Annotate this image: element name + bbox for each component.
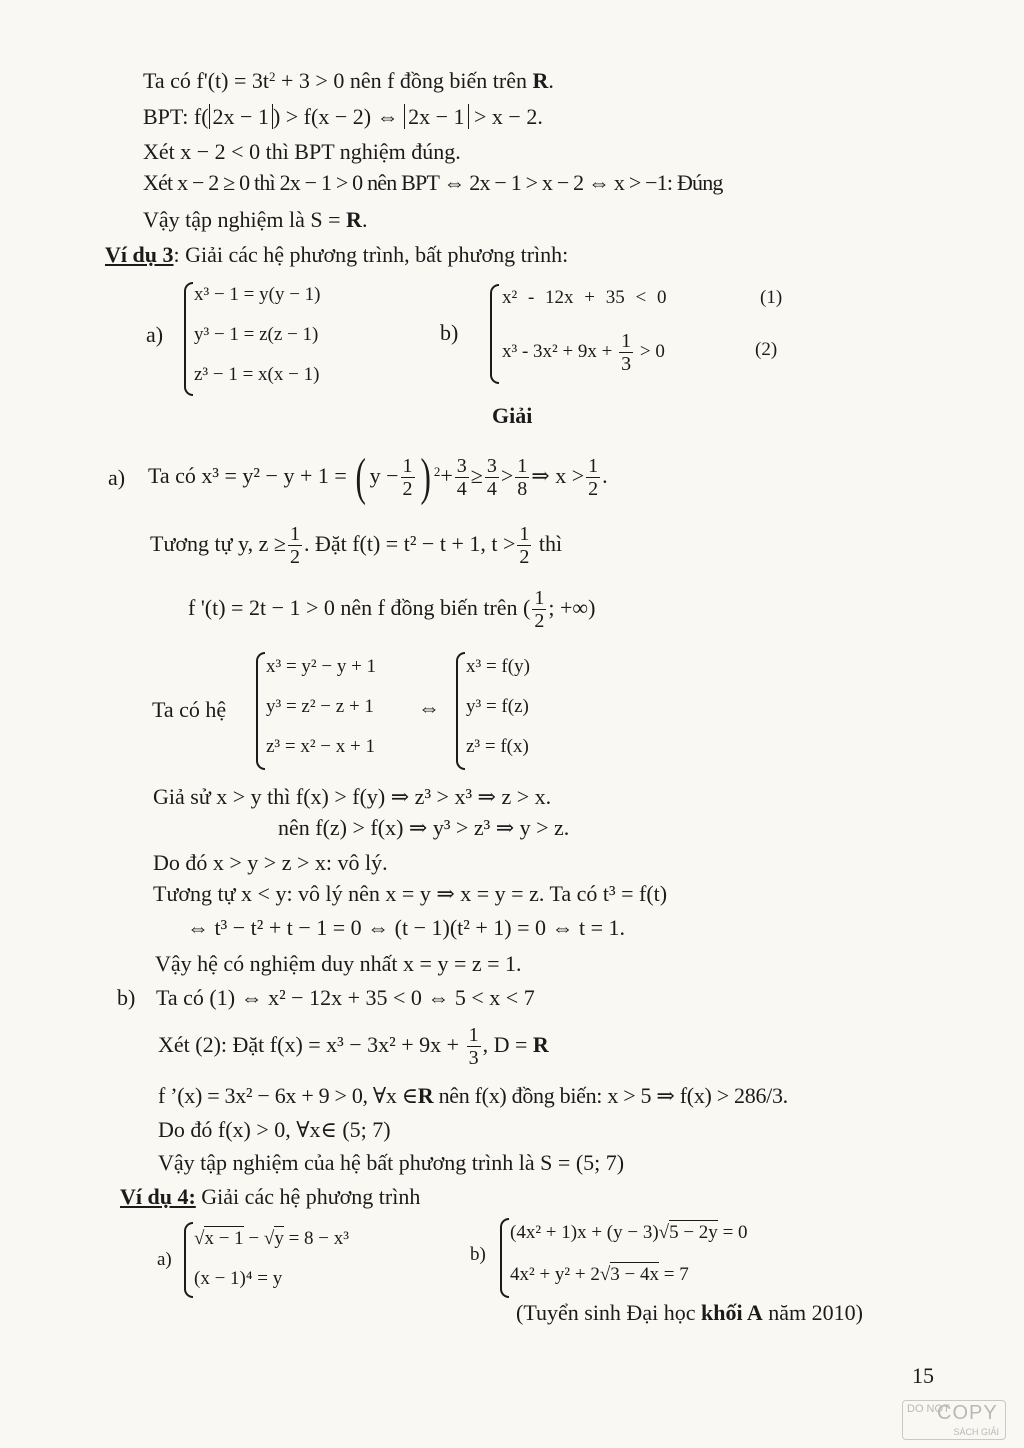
text: Tương tự y, z ≥ bbox=[150, 531, 286, 556]
fraction bbox=[485, 455, 499, 500]
denominator: 2 bbox=[519, 546, 530, 569]
text: > bbox=[500, 463, 514, 488]
fraction bbox=[467, 1024, 481, 1069]
text-line: Xét x − 2 < 0 thì BPT nghiệm đúng. bbox=[143, 139, 461, 164]
label: a) bbox=[108, 465, 126, 490]
text: , D = bbox=[482, 1032, 533, 1057]
brace bbox=[184, 282, 193, 396]
text: Ta có f'(t) = 3t bbox=[143, 68, 270, 93]
denominator: 3 bbox=[468, 1047, 479, 1070]
equation: √x − 1 − √y = 8 − x³ bbox=[194, 1228, 349, 1249]
equation: z³ = f(x) bbox=[466, 736, 529, 757]
text-line: Do đó x > y > z > x: vô lý. bbox=[153, 850, 388, 875]
text-line: Vậy tập nghiệm của hệ bất phương trình là S = (5; 7) bbox=[158, 1150, 625, 1175]
fraction bbox=[288, 523, 302, 568]
equation: z³ − 1 = x(x − 1) bbox=[194, 364, 320, 385]
page-number: 15 bbox=[912, 1363, 934, 1388]
abs-expression: 2x − 1 bbox=[404, 104, 468, 129]
text: 4x² + y² + 2 bbox=[510, 1264, 600, 1285]
text-line: Xét x − 2 ≥ 0 thì 2x − 1 > 0 nên BPT ⇔ 2x − 1 > x − 2 ⇔ x > −1: Đúng bbox=[143, 170, 723, 195]
numerator: 1 bbox=[519, 523, 530, 546]
brace bbox=[256, 652, 265, 770]
text: = 7 bbox=[658, 1264, 689, 1285]
text: thì bbox=[538, 531, 563, 556]
equation bbox=[502, 330, 665, 375]
example-label: Ví dụ 3 bbox=[105, 242, 174, 267]
text: = 8 − x³ bbox=[283, 1228, 349, 1249]
text-line: Ta có (1) ⇔ x² − 12x + 35 < 0 ⇔ 5 < x < 7 bbox=[156, 985, 535, 1010]
label: b) bbox=[117, 985, 136, 1010]
text-line: Ta có $f'(t) = 3t^2 + 3 > 0$ nên f đồng biến trên R. bbox=[143, 68, 554, 93]
denominator: 8 bbox=[517, 478, 528, 501]
label: b) bbox=[440, 320, 459, 345]
sqrt-body: 3 − 4x bbox=[610, 1264, 659, 1285]
brace bbox=[490, 284, 499, 384]
equation-number: (2) bbox=[755, 339, 778, 360]
text: > x − 2. bbox=[468, 104, 543, 129]
example-label: Ví dụ 4: bbox=[120, 1184, 196, 1209]
fraction bbox=[401, 455, 415, 500]
source-note bbox=[516, 1300, 863, 1326]
equivalence-symbol: ⇔ bbox=[418, 695, 440, 720]
fraction bbox=[455, 455, 469, 500]
equation: (4x² + 1)x + (y − 3)√5 − 2y = 0 bbox=[510, 1222, 748, 1243]
brace bbox=[184, 1222, 193, 1298]
equation bbox=[188, 580, 595, 636]
fraction bbox=[517, 523, 531, 568]
solution-heading: Giải bbox=[492, 403, 533, 428]
watermark-text: SÁCH GIẢI bbox=[953, 1427, 999, 1437]
text-line: Tương tự x < y: vô lý nên x = y ⇒ x = y = z. Ta có t³ = f(t) bbox=[153, 881, 668, 906]
text: . bbox=[361, 207, 368, 232]
text: R bbox=[346, 207, 362, 232]
numerator: 3 bbox=[456, 455, 467, 478]
label: b) bbox=[470, 1244, 486, 1265]
text-line bbox=[158, 1083, 788, 1109]
numerator: 1 bbox=[588, 455, 599, 478]
text: R bbox=[532, 68, 549, 93]
text: . bbox=[602, 463, 608, 488]
text-line: ⇔ t³ − t² + t − 1 = 0 ⇔ (t − 1)(t² + 1) = 0 ⇔ t = 1. bbox=[187, 915, 626, 940]
brace bbox=[456, 652, 465, 770]
text-line: Vậy hệ có nghiệm duy nhất x = y = z = 1. bbox=[155, 951, 522, 976]
text: f ’(x) = 3x² − 6x + 9 > 0, ∀x ∈ bbox=[158, 1083, 418, 1108]
equation bbox=[150, 516, 562, 572]
label: a) bbox=[157, 1249, 172, 1270]
text-line bbox=[143, 104, 543, 130]
text: R bbox=[417, 1083, 434, 1108]
equation bbox=[158, 1017, 549, 1073]
equation: y³ = z² − z + 1 bbox=[266, 696, 374, 717]
equation: x³ = f(y) bbox=[466, 656, 530, 677]
numerator: 1 bbox=[517, 455, 528, 478]
text: Vậy tập nghiệm là S = bbox=[143, 207, 347, 232]
denominator: 2 bbox=[402, 478, 413, 501]
text: f '(t) = 2t − 1 > 0 nên f đồng biến trên ( bbox=[188, 595, 531, 620]
numerator: 1 bbox=[468, 1024, 479, 1047]
equation: z³ = x² − x + 1 bbox=[266, 736, 375, 757]
denominator: 2 bbox=[289, 546, 300, 569]
text: + bbox=[440, 463, 453, 488]
text: Xét (2): Đặt f(x) = x³ − 3x² + 9x + bbox=[158, 1032, 465, 1057]
text: ; +∞) bbox=[548, 595, 596, 620]
abs-expression: 2x − 1 bbox=[209, 104, 273, 129]
text: . Đặt f(t) = t² − t + 1, t > bbox=[303, 531, 516, 556]
example-heading bbox=[120, 1184, 420, 1210]
denominator: 3 bbox=[621, 353, 632, 375]
text: R bbox=[532, 1032, 549, 1057]
equation: x³ − 1 = y(y − 1) bbox=[194, 284, 321, 305]
numerator: 1 bbox=[534, 587, 545, 610]
sqrt-body: 5 − 2y bbox=[669, 1222, 718, 1243]
text: ) > f(x − 2) ⇔ bbox=[272, 104, 405, 129]
watermark-text: COPY bbox=[937, 1402, 998, 1424]
equation-number: (1) bbox=[760, 287, 783, 308]
numerator: 1 bbox=[402, 455, 413, 478]
sqrt-body: y bbox=[274, 1228, 284, 1249]
fraction bbox=[515, 455, 529, 500]
text: Giải các hệ phương trình bbox=[195, 1184, 421, 1209]
text: y − bbox=[369, 463, 399, 488]
equation: x³ = y² − y + 1 bbox=[266, 656, 377, 677]
sqrt-body: x − 1 bbox=[204, 1228, 244, 1249]
text: − bbox=[243, 1228, 264, 1249]
text: năm 2010) bbox=[762, 1300, 863, 1325]
equation: 4x² + y² + 2√3 − 4x = 7 bbox=[510, 1264, 689, 1285]
fraction bbox=[586, 455, 600, 500]
text-line bbox=[143, 207, 367, 233]
text: (4x² + 1)x + (y − 3) bbox=[510, 1222, 659, 1243]
denominator: 2 bbox=[534, 610, 545, 633]
text: > 0 bbox=[635, 340, 665, 362]
text: x³ - 3x² + 9x + bbox=[502, 340, 618, 362]
equation: y³ − 1 = z(z − 1) bbox=[194, 324, 319, 345]
paren: ) bbox=[419, 448, 431, 506]
denominator: 4 bbox=[456, 478, 467, 501]
brace bbox=[500, 1218, 509, 1298]
text: ≥ bbox=[470, 463, 483, 488]
equation: (x − 1)⁴ = y bbox=[194, 1268, 283, 1289]
denominator: 4 bbox=[486, 478, 497, 501]
text: (Tuyển sinh Đại học bbox=[516, 1300, 701, 1325]
fraction bbox=[532, 587, 546, 632]
label: a) bbox=[146, 322, 164, 347]
example-heading bbox=[105, 242, 568, 268]
equation: Ta có x³ = y² − y + 1 = ( y − $\frac{1}{2}$ ) $^2$+ $\frac{3}{4}$ ≥ $\frac{3}{4}$ > $\frac{1}{8}$ ⇒ x > $\frac{1}{2}$ . bbox=[148, 448, 608, 506]
text: Ta có hệ bbox=[152, 697, 227, 722]
numerator: 1 bbox=[621, 330, 632, 352]
equation: x² - 12x + 35 < 0 bbox=[502, 287, 667, 308]
text: BPT: f( bbox=[143, 104, 209, 129]
numerator: 3 bbox=[486, 455, 497, 478]
text-line: Do đó f(x) > 0, ∀x∈ (5; 7) bbox=[158, 1117, 391, 1142]
text-line: nên f(z) > f(x) ⇒ y³ > z³ ⇒ y > z. bbox=[278, 815, 570, 840]
numerator: 1 bbox=[289, 523, 300, 546]
text: khối A bbox=[700, 1300, 763, 1325]
text: Ta có x³ = y² − y + 1 = bbox=[148, 463, 353, 488]
fraction bbox=[619, 330, 633, 375]
text: nên f(x) đồng biến: x > 5 ⇒ f(x) > 286/3. bbox=[433, 1083, 788, 1108]
equation: y³ = f(z) bbox=[466, 696, 529, 717]
paren: ( bbox=[355, 448, 367, 506]
text: = 0 bbox=[717, 1222, 748, 1243]
text: ⇒ x > bbox=[531, 463, 585, 488]
denominator: 2 bbox=[588, 478, 599, 501]
text: + 3 > 0 nên f đồng biến trên bbox=[275, 68, 533, 93]
watermark-logo bbox=[902, 1400, 1006, 1440]
text: : Giải các hệ phương trình, bất phương trình: bbox=[173, 242, 569, 267]
watermark-text: DO NOT bbox=[907, 1403, 950, 1415]
text-line: Giả sử x > y thì f(x) > f(y) ⇒ z³ > x³ ⇒ z > x. bbox=[153, 784, 552, 809]
